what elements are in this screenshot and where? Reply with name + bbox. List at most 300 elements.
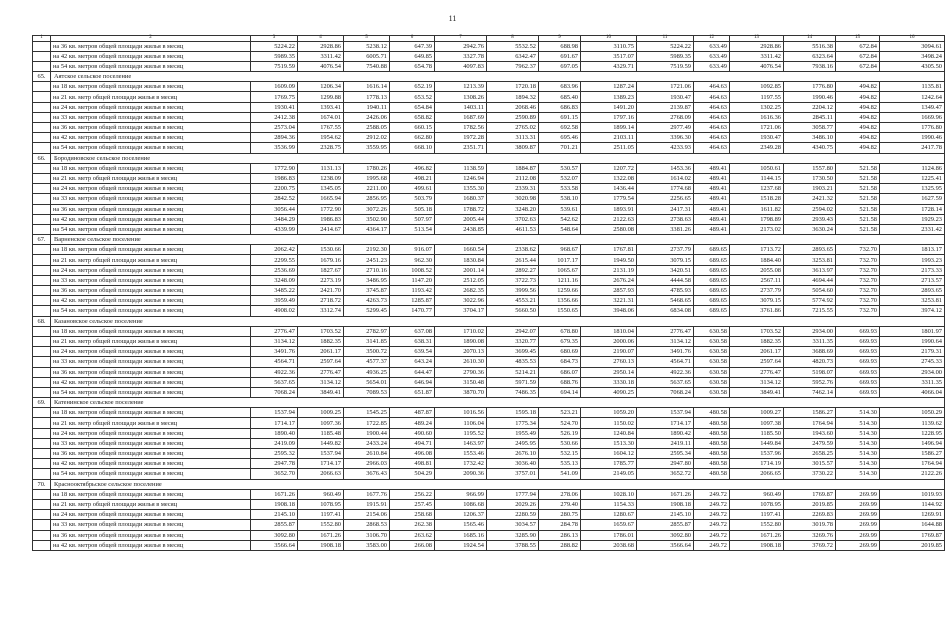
table-row <box>33 377 945 387</box>
row-index-cell <box>33 102 51 112</box>
value-cell: 2594.02 <box>784 204 836 214</box>
value-cell: 3311.35 <box>880 377 945 387</box>
value-cell: 1403.11 <box>435 102 487 112</box>
section-name: Аятское сельское поселение <box>51 72 945 82</box>
value-cell: 1086.68 <box>435 499 487 509</box>
value-cell: 6005.71 <box>344 51 390 61</box>
value-cell: 2154.06 <box>344 510 390 520</box>
value-cell: 1280.67 <box>581 510 637 520</box>
value-cell: 489.41 <box>694 214 730 224</box>
value-cell: 1240.84 <box>581 428 637 438</box>
value-cell: 1470.77 <box>390 306 435 316</box>
table-row <box>33 438 945 448</box>
value-cell: 1687.69 <box>435 112 487 122</box>
value-cell: 1491.20 <box>581 102 637 112</box>
value-cell: 1185.50 <box>730 428 784 438</box>
value-cell: 2417.31 <box>637 204 694 214</box>
value-cell: 672.84 <box>836 41 880 51</box>
value-cell: 5637.65 <box>637 377 694 387</box>
value-cell: 535.13 <box>539 459 581 469</box>
value-cell: 1228.95 <box>880 428 945 438</box>
value-cell: 2511.05 <box>581 143 637 153</box>
value-cell: 2412.38 <box>251 112 298 122</box>
value-cell: 2536.69 <box>251 265 298 275</box>
value-cell: 514.30 <box>836 428 880 438</box>
value-cell: 1124.86 <box>880 163 945 173</box>
value-cell: 1269.91 <box>880 510 945 520</box>
value-cell: 1349.47 <box>880 102 945 112</box>
row-label: на 18 кв. метров общей площади жилья в месяц <box>51 245 251 255</box>
value-cell: 1830.84 <box>435 255 487 265</box>
row-label: на 36 кв. метров общей площади жилья в месяц <box>51 367 251 377</box>
value-cell: 2019.85 <box>880 540 945 550</box>
value-cell: 1990.64 <box>880 336 945 346</box>
value-cell: 1908.18 <box>637 499 694 509</box>
value-cell: 524.70 <box>539 418 581 428</box>
row-index-cell <box>33 194 51 204</box>
row-index-cell <box>33 214 51 224</box>
value-cell: 521.58 <box>836 224 880 234</box>
value-cell: 278.06 <box>539 489 581 499</box>
value-cell: 2760.13 <box>581 357 637 367</box>
value-cell: 464.63 <box>694 82 730 92</box>
value-cell: 266.08 <box>390 540 435 550</box>
value-cell: 1009.25 <box>298 408 344 418</box>
value-cell: 1197.41 <box>730 510 784 520</box>
value-cell: 1721.06 <box>730 123 784 133</box>
value-cell: 685.40 <box>539 92 581 102</box>
value-cell: 3491.76 <box>251 347 298 357</box>
value-cell: 2179.31 <box>880 347 945 357</box>
table-row <box>33 530 945 540</box>
value-cell: 480.58 <box>694 459 730 469</box>
table-row <box>33 92 945 102</box>
table-row <box>33 347 945 357</box>
value-cell: 3809.87 <box>487 143 539 153</box>
value-cell: 269.99 <box>836 510 880 520</box>
value-cell: 3312.74 <box>298 306 344 316</box>
value-cell: 3056.44 <box>251 204 298 214</box>
value-cell: 464.63 <box>694 143 730 153</box>
value-cell: 1721.06 <box>637 82 694 92</box>
column-number-cell: 3 <box>251 36 298 42</box>
value-cell: 2738.63 <box>637 214 694 224</box>
value-cell: 1764.94 <box>784 418 836 428</box>
value-cell: 1147.20 <box>390 275 435 285</box>
value-cell: 3630.24 <box>784 224 836 234</box>
value-cell: 694.14 <box>539 387 581 397</box>
value-cell: 3015.57 <box>784 459 836 469</box>
row-label: на 54 кв. метров общей площади жилья в месяц <box>51 306 251 316</box>
value-cell: 1616.14 <box>344 82 390 92</box>
value-cell: 1893.91 <box>581 204 637 214</box>
value-cell: 1537.94 <box>251 408 298 418</box>
value-cell: 669.93 <box>836 367 880 377</box>
row-label: на 36 кв. метров общей площади жилья в месяц <box>51 449 251 459</box>
value-cell: 1890.08 <box>435 336 487 346</box>
row-index-cell <box>33 367 51 377</box>
value-cell: 2038.68 <box>581 540 637 550</box>
value-cell: 542.62 <box>539 214 581 224</box>
value-cell: 3113.31 <box>487 133 539 143</box>
row-index-cell <box>33 326 51 336</box>
row-label: на 54 кв. метров общей площади жилья в месяц <box>51 469 251 479</box>
value-cell: 480.58 <box>694 469 730 479</box>
value-cell: 269.99 <box>836 520 880 530</box>
value-cell: 5224.22 <box>251 41 298 51</box>
value-cell: 2868.53 <box>344 520 390 530</box>
value-cell: 2966.03 <box>344 459 390 469</box>
value-cell: 7540.88 <box>344 61 390 71</box>
value-cell: 1545.25 <box>344 408 390 418</box>
value-cell: 7068.24 <box>251 387 298 397</box>
value-cell: 2776.47 <box>637 326 694 336</box>
value-cell: 669.93 <box>836 357 880 367</box>
section-name: Катенинское сельское поселение <box>51 398 945 408</box>
value-cell: 494.82 <box>836 123 880 133</box>
row-index-cell <box>33 428 51 438</box>
value-cell: 1776.80 <box>784 82 836 92</box>
value-cell: 1730.50 <box>784 173 836 183</box>
row-index-cell <box>33 540 51 550</box>
table-row <box>33 459 945 469</box>
value-cell: 2947.80 <box>637 459 694 469</box>
value-cell: 269.99 <box>836 540 880 550</box>
value-cell: 249.72 <box>694 530 730 540</box>
table-row <box>33 510 945 520</box>
value-cell: 679.35 <box>539 336 581 346</box>
row-index-cell <box>33 143 51 153</box>
value-cell: 2029.26 <box>487 499 539 509</box>
value-cell: 3652.72 <box>637 469 694 479</box>
value-cell: 1659.67 <box>581 520 637 530</box>
value-cell: 688.98 <box>539 41 581 51</box>
value-cell: 1144.92 <box>880 499 945 509</box>
value-cell: 249.72 <box>694 520 730 530</box>
section-row <box>33 479 945 489</box>
value-cell: 2149.05 <box>581 469 637 479</box>
value-cell: 633.49 <box>694 41 730 51</box>
value-cell: 1197.41 <box>298 510 344 520</box>
value-cell: 3974.12 <box>880 306 945 316</box>
section-number: 69. <box>33 398 51 408</box>
value-cell: 732.70 <box>836 286 880 296</box>
value-cell: 521.58 <box>836 214 880 224</box>
value-cell: 494.71 <box>390 438 435 448</box>
value-cell: 284.78 <box>539 520 581 530</box>
row-label: на 36 кв. метров общей площади жилья в месяц <box>51 123 251 133</box>
value-cell: 1131.13 <box>298 163 344 173</box>
value-cell: 669.93 <box>836 326 880 336</box>
value-cell: 630.58 <box>694 367 730 377</box>
table-row <box>33 408 945 418</box>
column-number-cell: 11 <box>637 36 694 42</box>
value-cell: 1449.84 <box>730 438 784 448</box>
value-cell: 5516.38 <box>784 41 836 51</box>
value-cell: 1674.01 <box>298 112 344 122</box>
value-cell: 1185.48 <box>298 428 344 438</box>
value-cell: 464.63 <box>694 92 730 102</box>
section-number: 67. <box>33 235 51 245</box>
value-cell: 1710.02 <box>435 326 487 336</box>
value-cell: 686.83 <box>539 102 581 112</box>
value-cell: 3722.73 <box>487 275 539 285</box>
value-cell: 1530.66 <box>298 245 344 255</box>
tariff-table <box>32 35 945 551</box>
value-cell: 2573.04 <box>251 123 298 133</box>
value-cell: 2710.16 <box>344 265 390 275</box>
table-row <box>33 173 945 183</box>
value-cell: 3072.26 <box>344 204 390 214</box>
value-cell: 1059.20 <box>581 408 637 418</box>
value-cell: 3566.64 <box>251 540 298 550</box>
value-cell: 3788.55 <box>487 540 539 550</box>
value-cell: 1614.02 <box>637 173 694 183</box>
value-cell: 1679.16 <box>298 255 344 265</box>
value-cell: 1884.87 <box>487 163 539 173</box>
value-cell: 2676.24 <box>581 275 637 285</box>
value-cell: 1537.96 <box>730 449 784 459</box>
value-cell: 1287.24 <box>581 82 637 92</box>
value-cell: 1609.09 <box>251 82 298 92</box>
value-cell: 3498.24 <box>880 51 945 61</box>
value-cell: 514.30 <box>836 449 880 459</box>
value-cell: 1827.67 <box>298 265 344 275</box>
table-row <box>33 418 945 428</box>
value-cell: 1669.96 <box>880 112 945 122</box>
value-cell: 4577.37 <box>344 357 390 367</box>
value-cell: 646.94 <box>390 377 435 387</box>
value-cell: 1720.18 <box>487 82 539 92</box>
value-cell: 2019.85 <box>784 499 836 509</box>
row-label: на 33 кв. метров общей площади жилья в месяц <box>51 275 251 285</box>
value-cell: 521.58 <box>836 184 880 194</box>
value-cell: 3702.63 <box>487 214 539 224</box>
row-index-cell <box>33 418 51 428</box>
row-index-cell <box>33 245 51 255</box>
row-index-cell <box>33 510 51 520</box>
value-cell: 3699.45 <box>487 347 539 357</box>
value-cell: 1550.65 <box>539 306 581 316</box>
value-cell: 279.40 <box>539 499 581 509</box>
value-cell: 2421.70 <box>298 286 344 296</box>
value-cell: 257.45 <box>390 499 435 509</box>
value-cell: 2419.09 <box>251 438 298 448</box>
value-cell: 3058.77 <box>784 123 836 133</box>
value-cell: 3311.42 <box>298 51 344 61</box>
value-cell: 489.41 <box>694 163 730 173</box>
value-cell: 1078.95 <box>730 499 784 509</box>
section-number: 65. <box>33 72 51 82</box>
value-cell: 1453.36 <box>637 163 694 173</box>
column-number-cell: 12 <box>694 36 730 42</box>
value-cell: 1206.37 <box>435 510 487 520</box>
value-cell: 480.58 <box>694 428 730 438</box>
row-label: на 36 кв. метров общей площади жилья в месяц <box>51 204 251 214</box>
value-cell: 2419.11 <box>637 438 694 448</box>
value-cell: 1604.12 <box>581 449 637 459</box>
row-index-cell <box>33 265 51 275</box>
value-cell: 504.29 <box>390 469 435 479</box>
value-cell: 533.58 <box>539 184 581 194</box>
row-index-cell <box>33 163 51 173</box>
value-cell: 3141.85 <box>344 336 390 346</box>
table-row <box>33 163 945 173</box>
value-cell: 2328.75 <box>298 143 344 153</box>
value-cell: 2451.23 <box>344 255 390 265</box>
column-number-cell: 14 <box>784 36 836 42</box>
value-cell: 1785.77 <box>581 459 637 469</box>
value-cell: 1135.81 <box>880 82 945 92</box>
value-cell: 4835.53 <box>487 357 539 367</box>
value-cell: 2331.42 <box>880 224 945 234</box>
value-cell: 4444.58 <box>637 275 694 285</box>
value-cell: 1680.37 <box>435 194 487 204</box>
value-cell: 494.82 <box>836 92 880 102</box>
value-cell: 633.49 <box>694 51 730 61</box>
value-cell: 288.82 <box>539 540 581 550</box>
value-cell: 2595.34 <box>637 449 694 459</box>
value-cell: 530.66 <box>539 438 581 448</box>
value-cell: 2066.65 <box>730 469 784 479</box>
page-number: 11 <box>448 14 457 23</box>
value-cell: 2855.87 <box>251 520 298 530</box>
value-cell: 2942.07 <box>487 326 539 336</box>
value-cell: 3248.09 <box>251 275 298 285</box>
value-cell: 1788.72 <box>435 204 487 214</box>
value-cell: 1553.46 <box>435 449 487 459</box>
value-cell: 1537.94 <box>298 449 344 459</box>
value-cell: 692.58 <box>539 123 581 133</box>
value-cell: 1903.21 <box>784 184 836 194</box>
value-cell: 638.31 <box>390 336 435 346</box>
value-cell: 2950.14 <box>581 367 637 377</box>
value-cell: 3034.57 <box>487 520 539 530</box>
value-cell: 2676.10 <box>487 449 539 459</box>
value-cell: 1206.34 <box>298 82 344 92</box>
value-cell: 1798.89 <box>730 214 784 224</box>
value-cell: 2349.28 <box>730 143 784 153</box>
value-cell: 2610.84 <box>344 449 390 459</box>
value-cell: 2737.79 <box>637 245 694 255</box>
table-row <box>33 143 945 153</box>
value-cell: 503.79 <box>390 194 435 204</box>
value-cell: 1949.50 <box>581 255 637 265</box>
row-label: на 18 кв. метров общей площади жилья в месяц <box>51 408 251 418</box>
value-cell: 532.15 <box>539 449 581 459</box>
value-cell: 2845.11 <box>784 112 836 122</box>
value-cell: 496.82 <box>390 163 435 173</box>
value-cell: 701.21 <box>539 143 581 153</box>
value-cell: 1782.56 <box>435 123 487 133</box>
value-cell: 2479.59 <box>784 438 836 448</box>
value-cell: 1671.26 <box>298 530 344 540</box>
value-cell: 1322.08 <box>581 173 637 183</box>
value-cell: 4305.50 <box>880 61 945 71</box>
value-cell: 1389.23 <box>581 92 637 102</box>
value-cell: 672.84 <box>836 51 880 61</box>
value-cell: 1246.94 <box>435 173 487 183</box>
table-row <box>33 469 945 479</box>
row-index-cell <box>33 387 51 397</box>
value-cell: 3134.12 <box>730 377 784 387</box>
value-cell: 256.22 <box>390 489 435 499</box>
value-cell: 2299.55 <box>251 255 298 265</box>
value-cell: 494.82 <box>836 133 880 143</box>
value-cell: 1685.16 <box>435 530 487 540</box>
row-label: на 21 кв. метр общей площади жилья в месяц <box>51 499 251 509</box>
value-cell: 548.64 <box>539 224 581 234</box>
value-cell: 1899.14 <box>581 123 637 133</box>
value-cell: 2590.89 <box>487 112 539 122</box>
value-cell: 1990.46 <box>880 133 945 143</box>
value-cell: 4263.73 <box>344 296 390 306</box>
value-cell: 2658.25 <box>784 449 836 459</box>
value-cell: 1900.44 <box>344 428 390 438</box>
value-cell: 2070.13 <box>435 347 487 357</box>
table-row <box>33 387 945 397</box>
value-cell: 1915.91 <box>344 499 390 509</box>
value-cell: 968.67 <box>539 245 581 255</box>
value-cell: 1019.93 <box>880 489 945 499</box>
row-label: на 42 кв. метров общей площади жилья в месяц <box>51 459 251 469</box>
value-cell: 2414.67 <box>298 224 344 234</box>
value-cell: 639.54 <box>390 347 435 357</box>
value-cell: 1092.85 <box>730 82 784 92</box>
value-cell: 2588.05 <box>344 123 390 133</box>
value-cell: 2737.79 <box>730 286 784 296</box>
value-cell: 3150.48 <box>435 377 487 387</box>
row-index-cell <box>33 499 51 509</box>
value-cell: 3999.56 <box>487 286 539 296</box>
value-cell: 669.93 <box>836 377 880 387</box>
value-cell: 5224.22 <box>637 41 694 51</box>
value-cell: 2112.08 <box>487 173 539 183</box>
value-cell: 494.82 <box>836 112 880 122</box>
value-cell: 1774.68 <box>637 184 694 194</box>
value-cell: 1050.61 <box>730 163 784 173</box>
row-label: на 54 кв. метров общей площади жилья в месяц <box>51 224 251 234</box>
value-cell: 2001.14 <box>435 265 487 275</box>
value-cell: 1777.94 <box>487 489 539 499</box>
value-cell: 7089.53 <box>344 387 390 397</box>
value-cell: 2615.44 <box>487 255 539 265</box>
value-cell: 489.41 <box>694 204 730 214</box>
section-row <box>33 235 945 245</box>
row-label: на 33 кв. метров общей площади жилья в месяц <box>51 194 251 204</box>
value-cell: 658.82 <box>390 112 435 122</box>
value-cell: 480.58 <box>694 418 730 428</box>
value-cell: 3134.12 <box>298 377 344 387</box>
table-row <box>33 449 945 459</box>
value-cell: 654.78 <box>390 61 435 71</box>
value-cell: 249.72 <box>694 499 730 509</box>
value-cell: 2790.36 <box>435 367 487 377</box>
value-cell: 4329.71 <box>581 61 637 71</box>
value-cell: 5774.92 <box>784 296 836 306</box>
value-cell: 1028.10 <box>581 489 637 499</box>
value-cell: 1518.28 <box>730 194 784 204</box>
value-cell: 1259.66 <box>539 286 581 296</box>
value-cell: 3652.70 <box>251 469 298 479</box>
value-cell: 1302.25 <box>730 102 784 112</box>
value-cell: 686.07 <box>539 367 581 377</box>
section-name: Казановское сельское поселение <box>51 316 945 326</box>
row-index-cell <box>33 51 51 61</box>
value-cell: 2939.43 <box>784 214 836 224</box>
value-cell: 732.70 <box>836 265 880 275</box>
table-row <box>33 224 945 234</box>
